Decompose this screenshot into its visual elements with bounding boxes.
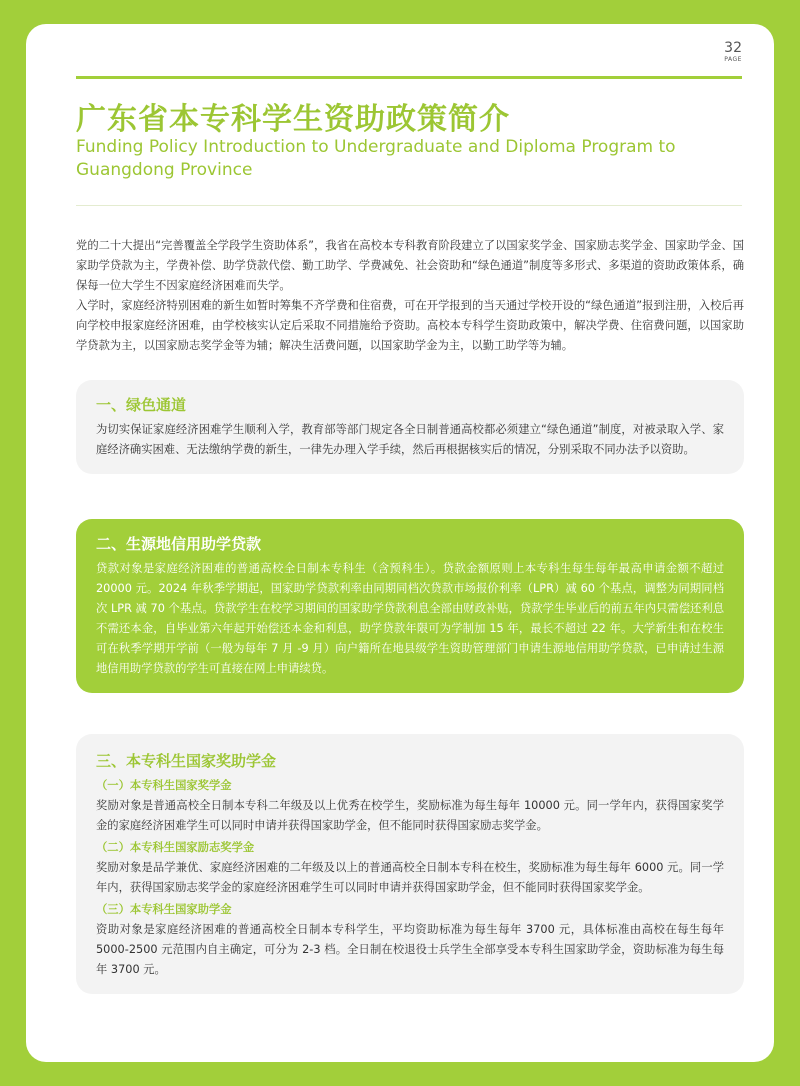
subtitle-divider	[76, 205, 742, 206]
loan-heading: 二、生源地信用助学贷款	[96, 535, 262, 553]
intro-paragraph: 入学时，家庭经济特别困难的新生如暂时筹集不齐学费和住宿费，可在开学报到的当天通过学校开设的“绿色通道”报到注册，入校后再向学校申报家庭经济困难，由学校核实认定后采取不同措施给予资助。高校本专科学生资助政策中，解决学费、住宿费问题，以国家助学贷款为主，以国家励志奖学金等为辅；解决生活费问题，以国家助学金为主，以勤工助学等为辅。	[76, 299, 744, 352]
header-rule	[76, 76, 742, 79]
green-channel-body: 为切实保证家庭经济困难学生顺利入学，教育部等部门规定各全日制普通高校都必须建立“绿色通道”制度，对被录取入学、家庭经济确实困难、无法缴纳学费的新生，一律先办理入学手续，然后再根据核实后的情况，分别采取不同办法予以资助。	[96, 423, 724, 456]
scholarship-card	[76, 734, 744, 994]
national-grant-subheading: （三）本专科生国家助学金	[96, 903, 232, 916]
page-number-value: 32	[724, 40, 742, 56]
national-grant-body: 资助对象是家庭经济困难的普通高校全日制本专科学生，平均资助标准为每生每年 3700 元，具体标准由高校在每生每年 5000-2500 元范围内自主确定，可分为 2-3 档。全日制在校退役士兵学生全部享受本专科生国家助学金，资助标准为每生每年 3700 元。	[96, 923, 724, 976]
page-number	[724, 40, 742, 64]
green-channel-heading: 一、绿色通道	[96, 396, 187, 414]
page-number-label: PAGE	[724, 56, 742, 63]
page-sheet	[26, 24, 774, 1062]
page-title: 广东省本专科学生资助政策简介	[76, 102, 510, 137]
encouragement-scholarship-subheading: （二）本专科生国家励志奖学金	[96, 841, 255, 854]
encouragement-scholarship-body: 奖励对象是品学兼优、家庭经济困难的二年级及以上的普通高校全日制本专科在校生，奖励标准为每生每年 6000 元。同一学年内，获得国家励志奖学金的家庭经济困难学生可以同时申请并获得国家助学金，但不能同时获得国家奖学金。	[96, 861, 724, 894]
loan-card	[76, 519, 744, 693]
national-scholarship-body: 奖励对象是普通高校全日制本专科二年级及以上优秀在校学生，奖励标准为每生每年 10000 元。同一学年内，获得国家奖学金的家庭经济困难学生可以同时申请并获得国家助学金，但不能同时获得国家励志奖学金。	[96, 799, 724, 832]
intro-paragraph: 党的二十大提出“完善覆盖全学段学生资助体系”，我省在高校本专科教育阶段建立了以国家奖学金、国家励志奖学金、国家助学金、国家助学贷款为主，学费补偿、助学贷款代偿、勤工助学、学费减免、社会资助和“绿色通道”制度等多形式、多渠道的资助政策体系，确保每一位大学生不因家庭经济困难而失学。	[76, 239, 744, 292]
loan-body: 贷款对象是家庭经济困难的普通高校全日制本专科生（含预科生）。贷款金额原则上本专科生每生每年最高申请金额不超过 20000 元。2024 年秋季学期起，国家助学贷款利率由同期同档次贷款市场报价利率（LPR）减 60 个基点，调整为同期同档次 LPR 减 70 个基点。贷款学生在校学习期间的国家助学贷款利息全部由财政补贴，贷款学生毕业后的前五年内只需偿还利息不需还本金，自毕业第六年起开始偿还本金和利息，助学贷款年限可为学制加 15 年，最长不超过 22 年。大学新生和在校生可在秋季学期开学前（一般为每年 7 月 -9 月）向户籍所在地县级学生资助管理部门申请生源地信用助学贷款，已申请过生源地信用助学贷款的学生可直接在网上申请续贷。	[96, 562, 724, 675]
page-subtitle: Funding Policy Introduction to Undergraduate and Diploma Program to Guangdong Province	[76, 137, 676, 180]
green-channel-card	[76, 380, 744, 474]
national-scholarship-subheading: （一）本专科生国家奖学金	[96, 779, 232, 792]
intro-text	[76, 236, 744, 356]
scholarship-heading: 三、本专科生国家奖助学金	[96, 752, 277, 770]
